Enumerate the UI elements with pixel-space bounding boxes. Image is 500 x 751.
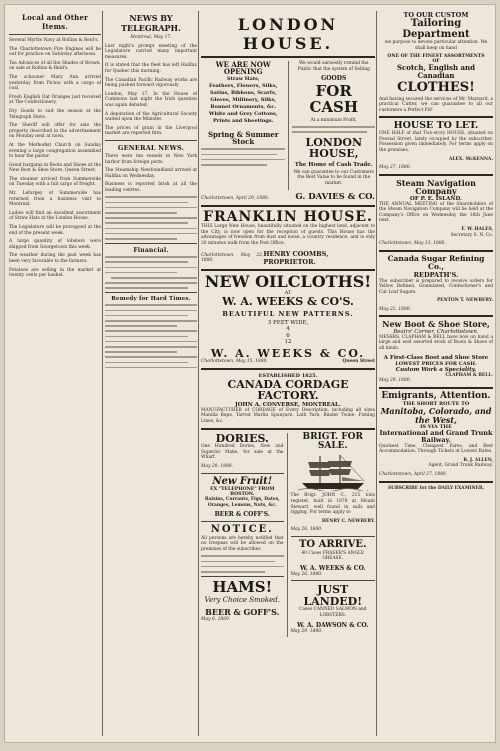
news-paragraph: The schooner Mary Ann arrived yesterday from Pictou with a cargo of coal.: [9, 74, 101, 92]
tailoring-one-of: ONE OF THE FINEST ASSORTMENTS: [387, 54, 485, 60]
davies-signature: G. DAVIES & CO.: [295, 191, 375, 202]
oilcloths-street: Queen Street: [342, 359, 375, 365]
news-paragraph: Tea Advances of all the Shades of Brown, on sale at Rollins & Reid's.: [9, 60, 101, 72]
news-paragraph: Several Myrtle Navy at Rollins & Reid's.: [9, 38, 99, 43]
established-line: ESTABLISHED 1825.: [258, 372, 318, 379]
newspaper-page: [4, 4, 496, 743]
width-line: 3 FEET WIDE,: [267, 319, 309, 326]
oilcloths-date: Charlottetown, May 15, 1880.: [201, 359, 268, 365]
local-items-heading: Local and Other Items.: [21, 13, 88, 31]
tailoring-ad: [379, 11, 493, 113]
goods-line: Straw Hats,: [226, 75, 260, 82]
news-paragraph: The Charlottetown Fire Engines will be out for practice on Saturday afternoon.: [9, 46, 101, 58]
news-paragraph: The prices of grain in the Liverpool market are reported firm.: [105, 125, 197, 137]
opening-heading: WE ARE NOW OPENING: [215, 60, 271, 77]
emigrants-role: Agent, Grand Trunk Railway.: [428, 463, 493, 469]
brigt-for-sale-ad: [291, 433, 375, 533]
new-fruit-ad: [201, 477, 284, 519]
general-news-list: [105, 154, 197, 194]
sugar-body: The subscriber is prepared to receive orders for Yellow Refined, Granulated, Confectioner's and Cut Loaf Sugars.: [379, 278, 493, 295]
house-to-let-date: May 27, 1880.: [379, 165, 411, 171]
tailoring-title: Tailoring Department: [402, 18, 470, 40]
franklin-date: Charlottetown, May 22, 1880.: [201, 252, 264, 264]
oilcloths-at: AT: [284, 290, 292, 297]
arrive-date: May 26, 1880.: [290, 571, 323, 577]
news-paragraph: Fresh English Oat Oranges just received at The Confectionery.: [9, 94, 101, 106]
brigt-title: BRIGT. FOR SALE.: [302, 431, 363, 452]
right-ads-column: [379, 11, 493, 736]
house-to-let-signature: ALEX. McKENNA.: [449, 156, 493, 162]
advertisements-column: [201, 11, 375, 736]
just-landed-ad: [291, 584, 375, 634]
hams-footer: BEER & GOFF'S.: [205, 606, 280, 617]
news-paragraph: London, May 17. In the House of Commons last night the Irish question was again debated.: [105, 91, 197, 108]
cash-intro: We would earnestly remind the Public that the system of Selling: [297, 61, 370, 72]
landed-date: May 29, 1880.: [290, 628, 323, 634]
emigrants-body: Quickest Time, Cheapest Fares, and Best Accommodation. Through Tickets at Lowest Rates.: [379, 443, 493, 455]
notice-title: NOTICE.: [210, 524, 274, 536]
london-house-name: LONDON HOUSE,: [305, 135, 362, 161]
telegraph-dateline: Montreal, May 17.: [130, 35, 172, 40]
emigrants-sub: THE SHORT ROUTE TO: [402, 401, 470, 408]
news-paragraph: The steamer arrived from Summerside on Tuesday with a full cargo of freight.: [9, 176, 101, 188]
hams-sub: Very Choice Smoked.: [204, 595, 280, 604]
boot-title: New Boot & Shoe Store,: [382, 319, 490, 330]
tailoring-outro: And having secured the services of Mr. Maynard, a practical Cutter, we can guarantee to all our customers a Perfect Fit!: [379, 96, 493, 113]
emigrants-places: Manitoba, Colorado, and the West,: [380, 406, 492, 425]
steam-sub: OF P. E. ISLAND.: [410, 195, 462, 202]
cash-tagline: The Home of Cash Trade.: [294, 161, 373, 168]
sugar-title: Canada Sugar Refining Co.,: [387, 253, 485, 271]
news-paragraph: At the Methodist Church on Sunday evening a large congregation assembled to hear the pastor.: [9, 142, 101, 160]
news-paragraph: A large quantity of lobsters were shipped from Georgetown this week.: [9, 239, 101, 250]
column-rule: [198, 11, 199, 736]
tailoring-of: OF: [432, 59, 440, 65]
boot-first-class: A First-Class Boot and Shoe Store: [383, 354, 489, 361]
news-paragraph: The Sheriff will offer for sale the property described in the advertisement on Monday next at noon.: [9, 123, 101, 140]
remedy-heading: Remedy for Hard Times.: [111, 296, 191, 303]
width-line: 6: [286, 332, 290, 339]
landed-body: Cases CANNED SALMON and LOBSTERS.: [299, 607, 367, 618]
house-to-let-title: HOUSE TO LET.: [393, 120, 479, 132]
house-to-let-body: ONE HALF of that Two-story HOUSE, situated on Pownal Street, lately occupied by the subscriber. Possession given immediately. For terms apply on the premises.: [379, 131, 493, 154]
cash-outro: We can guarantee to our Customers the Best Value to be found in the market.: [293, 169, 374, 186]
oilcloths-widths: [201, 320, 375, 346]
dories-body: One Hundred Dories, New and Superior Make, for sale at the Wharf.: [201, 444, 284, 461]
news-paragraph: It is stated that the fleet has left Halifax for Quebec this morning.: [105, 63, 197, 74]
brigt-date: May 26, 1880.: [290, 527, 323, 533]
column-rule: [102, 11, 103, 736]
spring-summer-stock: Spring & Summer Stock: [207, 129, 279, 147]
telegraph-heading: NEWS BY TELEGRAPH.: [121, 13, 181, 33]
news-paragraph: Last night's prompt meeting of the Legislature carried many important measures.: [105, 43, 197, 60]
oilcloths-title: NEW OILCLOTHS!: [204, 271, 372, 291]
steam-date: Charlottetown, May 13, 1880.: [379, 241, 446, 247]
boot-custom: Custom Work a Speciality.: [395, 366, 477, 373]
sugar-sub: REDPATH'S.: [413, 270, 459, 279]
tailoring-to-our: TO OUR CUSTOM: [403, 11, 469, 19]
emigrants-date: Charlottetown, April 27, 1880.: [379, 472, 448, 478]
steam-body: THE ANNUAL MEETING of the Shareholders of the Steam Navigation Company will be held at the Company's Office on Wednesday the 16th June next.: [379, 201, 493, 224]
tailoring-cloths: CLOTHES!: [397, 79, 475, 95]
cash-profit: At a minimum Profit,: [310, 117, 357, 123]
hams-title: HAMS!: [212, 578, 273, 597]
news-paragraph: Potatoes are selling in the market at twenty cents per bushel.: [9, 267, 101, 279]
dories-date: May 29, 1880.: [201, 463, 233, 469]
steam-signature: F. W. HALES,: [461, 226, 493, 232]
boot-shoe-ad: [379, 320, 493, 383]
arrive-footer: W. A. WEEKS & CO.: [299, 564, 366, 572]
franklin-body: THIS Large New House, beautifully situated on the highest land, adjacent to the City, is now open for the reception of guests. This House has the advantages of freedom from dust and noise, a country residence, and is only 20 minutes walk from the Post Office.: [201, 224, 375, 246]
subscribe-notice: SUBSCRIBE for the DAILY EXAMINER.: [387, 485, 485, 491]
arrive-title: TO ARRIVE.: [298, 539, 367, 551]
london-house-title: LONDON HOUSE.: [237, 15, 339, 53]
goods-line: Feathers, Flowers, Silks,: [209, 82, 278, 89]
financial-heading: Financial.: [133, 247, 169, 255]
news-paragraph: The weather during the past week has been very favorable to the farmers.: [9, 253, 101, 264]
oilcloths-patterns: BEAUTIFUL NEW PATTERNS.: [222, 309, 354, 318]
tailoring-body: we purpose to devote particular attention. We shall keep on hand: [384, 40, 488, 51]
opening-goods-list: [201, 76, 285, 125]
fruit-sub: EX "TELEPHONE" FROM BOSTON.: [210, 487, 275, 497]
london-house-opening-ad: [201, 61, 285, 190]
london-house-date: Charlottetown, April 29, 1880.: [201, 195, 270, 201]
landed-footer: W. A. DAWSON & CO.: [297, 621, 369, 629]
emigrants-title: Emigrants, Attention.: [381, 390, 491, 401]
boot-cheapest: LOWEST PRICES FOR CASH.: [395, 360, 477, 367]
hams-date: May 6, 1880.: [201, 616, 231, 622]
emigrants-railway: International and Grand Trunk Railway.: [379, 429, 493, 444]
news-paragraph: There were ten vessels in New York harbor from foreign ports.: [105, 153, 197, 165]
landed-title: JUST LANDED!: [303, 583, 363, 608]
cordage-ad: [201, 373, 375, 425]
telegraph-list: [105, 44, 197, 137]
dories-title: DORIES.: [215, 431, 269, 445]
telegraph-column: [105, 11, 197, 736]
cordage-title: CANADA CORDAGE FACTORY.: [227, 377, 349, 403]
news-paragraph: Business is reported brisk at all the leading centres.: [105, 182, 197, 193]
house-to-let-ad: [379, 121, 493, 171]
local-items-list: [9, 38, 101, 279]
width-line: 4: [286, 326, 290, 333]
goods-line: Prints and Sheetings.: [213, 117, 274, 124]
ship-illustration: [298, 453, 368, 491]
franklin-house-ad: [201, 210, 375, 266]
news-paragraph: Ladies will find an excellent assortment of Straw Hats at the London House.: [9, 210, 101, 222]
goods-line: Gloves, Millinery, Silks,: [210, 96, 277, 103]
emigrants-via: IS VIA THE: [420, 424, 452, 431]
fruit-body: Raisins, Currants, Figs, Dates, Oranges, Lemons, Nuts, &c.: [204, 497, 280, 508]
local-items-column: [9, 11, 101, 736]
franklin-owner: HENRY COOMBS, PROPRIETOR.: [263, 249, 329, 266]
oilcloths-company: W. A. WEEKS & CO'S.: [222, 295, 354, 309]
cordage-body: MANUFACTURER of CORDAGE of Every Description, including all sizes Manilla Rope, Tarred Marlin Spunyarn, Lath Yarn, Binder Twine, Fishing Lines, &c.: [201, 407, 375, 424]
dories-ad: [201, 433, 284, 470]
goods-line: White and Grey Cottons,: [208, 110, 278, 117]
oilcloths-ad: [201, 271, 375, 365]
sugar-refining-ad: [379, 255, 493, 313]
boot-date: May 29, 1880.: [379, 378, 411, 384]
goods-line: Bonnet Ornaments, &c.: [210, 103, 277, 110]
emigrants-agent: R. J. ALLEN,: [463, 457, 493, 463]
sugar-agent: PENTON T. NEWBERY.: [436, 298, 493, 304]
franklin-title: FRANKLIN HOUSE.: [203, 208, 373, 225]
fruit-title: New Fruit!: [212, 475, 273, 487]
boot-sub: Beairs' Corner, Charlottetown.: [393, 328, 479, 335]
for-cash-heading: FOR CASH: [309, 82, 359, 116]
arrive-body: 40 Cases FRASER'S ANGLE GREASE.: [301, 550, 365, 562]
news-paragraph: Mr. Lefurgey of Summerside has returned from a business visit to Montreal.: [9, 191, 101, 208]
goods-line: Satins, Ribbons, Scarfs,: [209, 89, 277, 96]
oilcloths-footer: W. A. WEEKS & CO.: [210, 346, 366, 360]
width-line: 12: [284, 339, 292, 346]
general-news-heading: GENERAL NEWS.: [117, 143, 185, 152]
for-cash-ad: [292, 61, 375, 190]
steam-role: Secretary S. N. Co.: [450, 232, 493, 238]
notice-body: All persons are hereby notified that no trespass will be allowed on the premises of the subscriber.: [201, 535, 284, 552]
to-arrive-ad: [291, 540, 375, 577]
fruit-footer: BEER & COFF'S.: [214, 511, 270, 519]
cordage-owner: JOHN A. CONVERSE, MONTREAL.: [235, 401, 341, 408]
sugar-date: May 22, 1880.: [379, 306, 411, 312]
boot-signature: CLAPHAM & BELL.: [445, 372, 493, 378]
news-paragraph: A deputation of the Agricultural Society waited upon the Minister.: [105, 111, 197, 123]
tailoring-cloths-line: Scotch, English and Canadian: [396, 63, 476, 80]
news-paragraph: The Legislature will be prorogued at the end of the present week.: [9, 225, 101, 236]
cash-goods: GOODS: [321, 75, 347, 83]
news-paragraph: The Canadian Pacific Railway works are being pushed forward vigorously.: [105, 77, 197, 89]
brigt-body: The Brigt. JOHN C., 215 tons register, built in 1878 at Mount Stewart, well found in sails and rigging. For terms apply to: [290, 493, 375, 516]
boot-body: MESSRS. CLAPHAM & BELL have now on hand a large and well assorted stock of Boots & Shoes of all kinds.: [379, 334, 493, 352]
column-rule: [376, 11, 377, 736]
news-paragraph: Great bargains in Boots and Shoes at the New Boot & Shoe Store, Queen Street.: [9, 162, 101, 174]
steam-navigation-ad: [379, 179, 493, 247]
brigt-agent: HENRY C. NEWBERY.: [321, 518, 375, 524]
steam-title: Steam Navigation Company: [396, 177, 476, 197]
hams-ad: [201, 580, 284, 622]
emigrants-ad: [379, 392, 493, 478]
notice-ad: [201, 525, 284, 572]
news-paragraph: Dry Goods to suit the season at the Telegraph Store.: [9, 108, 101, 120]
news-paragraph: The Steamship Newfoundland arrived at Halifax on Wednesday.: [105, 168, 197, 179]
